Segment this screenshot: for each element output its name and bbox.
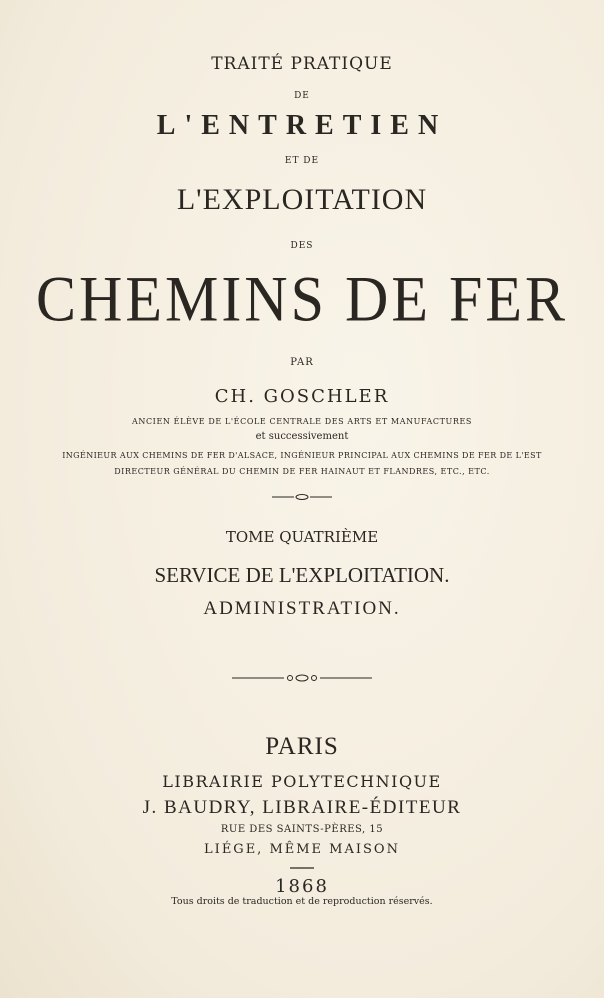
volume-label: TOME QUATRIÈME <box>225 528 379 546</box>
publisher-line-1: LIBRAIRIE POLYTECHNIQUE <box>162 772 442 791</box>
ornament-divider-2 <box>0 672 604 684</box>
subject-line-1: SERVICE DE L'EXPLOITATION. <box>154 563 450 587</box>
publisher-address: RUE DES SAINTS-PÈRES, 15 <box>220 824 384 835</box>
publication-year: 1868 <box>275 876 329 897</box>
subject-line-2: ADMINISTRATION. <box>203 598 401 619</box>
rights-notice: Tous droits de traduction et de reproduction réservés. <box>171 896 433 907</box>
by-label: PAR <box>290 357 314 368</box>
publisher-branch: LIÉGE, MÊME MAISON <box>204 842 400 857</box>
ornament-divider <box>0 492 604 502</box>
credential-1: ANCIEN ÉLÈVE DE L'ÉCOLE CENTRALE DES ARTS ET MANUFACTURES <box>131 417 472 426</box>
title-line-2: DE <box>294 91 310 101</box>
title-line-6: DES <box>290 241 314 251</box>
title-line-3: L'ENTRETIEN <box>156 110 448 141</box>
publisher-line-2: J. BAUDRY, LIBRAIRE-ÉDITEUR <box>142 797 462 818</box>
title-line-5: L'EXPLOITATION <box>176 183 428 216</box>
title-line-1: TRAITÉ PRATIQUE <box>211 54 393 74</box>
credential-2: et successivement <box>255 431 349 442</box>
credential-3: INGÉNIEUR AUX CHEMINS DE FER D'ALSACE, INGÉNIEUR PRINCIPAL AUX CHEMINS DE FER DE L'EST <box>62 451 542 460</box>
credential-4: DIRECTEUR GÉNÉRAL DU CHEMIN DE FER HAINAUT ET FLANDRES, ETC., ETC. <box>114 467 490 476</box>
author-name: CH. GOSCHLER <box>214 386 390 407</box>
short-rule <box>0 866 604 870</box>
publisher-city: PARIS <box>265 733 339 760</box>
title-line-4: ET DE <box>284 156 320 166</box>
main-title: CHEMINS DE FER <box>35 263 569 335</box>
